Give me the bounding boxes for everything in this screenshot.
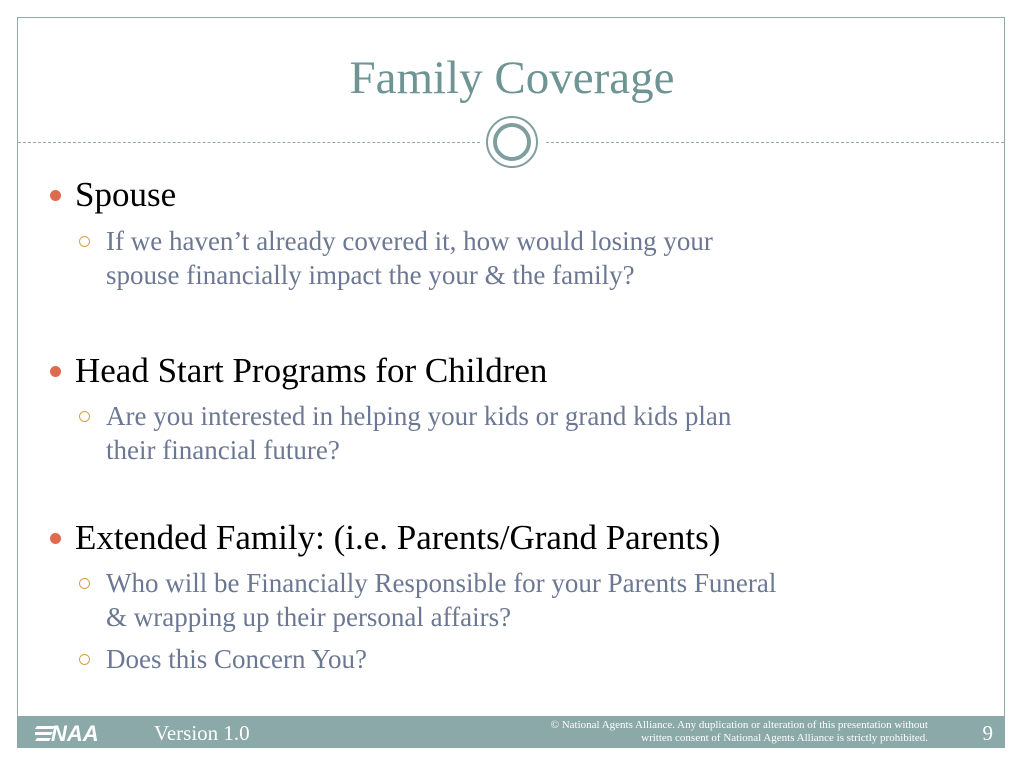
sub-bullet-line: their financial future? (106, 435, 340, 465)
copyright-line: © National Agents Alliance. Any duplication or alteration of this presentation without (550, 719, 928, 731)
naa-logo-icon (35, 719, 135, 745)
copyright-line: written consent of National Agents Alliance is strictly prohibited. (641, 732, 928, 744)
sub-bullet-ring-icon (79, 654, 90, 665)
svg-text:NAA: NAA (51, 721, 99, 745)
sub-bullet-ring-icon (79, 236, 90, 247)
sub-bullet-spouse (106, 224, 986, 292)
footer-bar (17, 716, 1005, 748)
sub-bullet-responsible (106, 566, 986, 634)
bullet-dot-icon (50, 533, 61, 544)
sub-bullet-line: & wrapping up their personal affairs? (106, 602, 512, 632)
sub-bullet-line: Are you interested in helping your kids or grand kids plan (106, 401, 732, 431)
sub-bullet-line: If we haven’t already covered it, how would losing your (106, 226, 713, 256)
page-number: 9 (982, 721, 993, 745)
sub-bullet-line: Who will be Financially Responsible for your Parents Funeral (106, 568, 777, 598)
bullet-dot-icon (50, 190, 61, 201)
slide-title: Family Coverage (349, 52, 675, 104)
title-divider-right (546, 142, 1004, 143)
sub-bullet-concern: Does this Concern You? (106, 644, 367, 674)
bullet-extended-family: Extended Family: (i.e. Parents/Grand Parents) (75, 518, 721, 557)
sub-bullet-head-start (106, 399, 986, 467)
sub-bullet-line: spouse financially impact the your & the family? (106, 260, 635, 290)
divider-ring-icon (486, 116, 538, 168)
version-label: Version 1.0 (154, 721, 250, 745)
bullet-dot-icon (50, 366, 61, 377)
sub-bullet-ring-icon (79, 578, 90, 589)
sub-bullet-ring-icon (79, 411, 90, 422)
bullet-spouse: Spouse (75, 175, 177, 214)
bullet-head-start: Head Start Programs for Children (75, 351, 548, 390)
copyright-notice (408, 719, 928, 745)
title-divider-left (18, 142, 480, 143)
